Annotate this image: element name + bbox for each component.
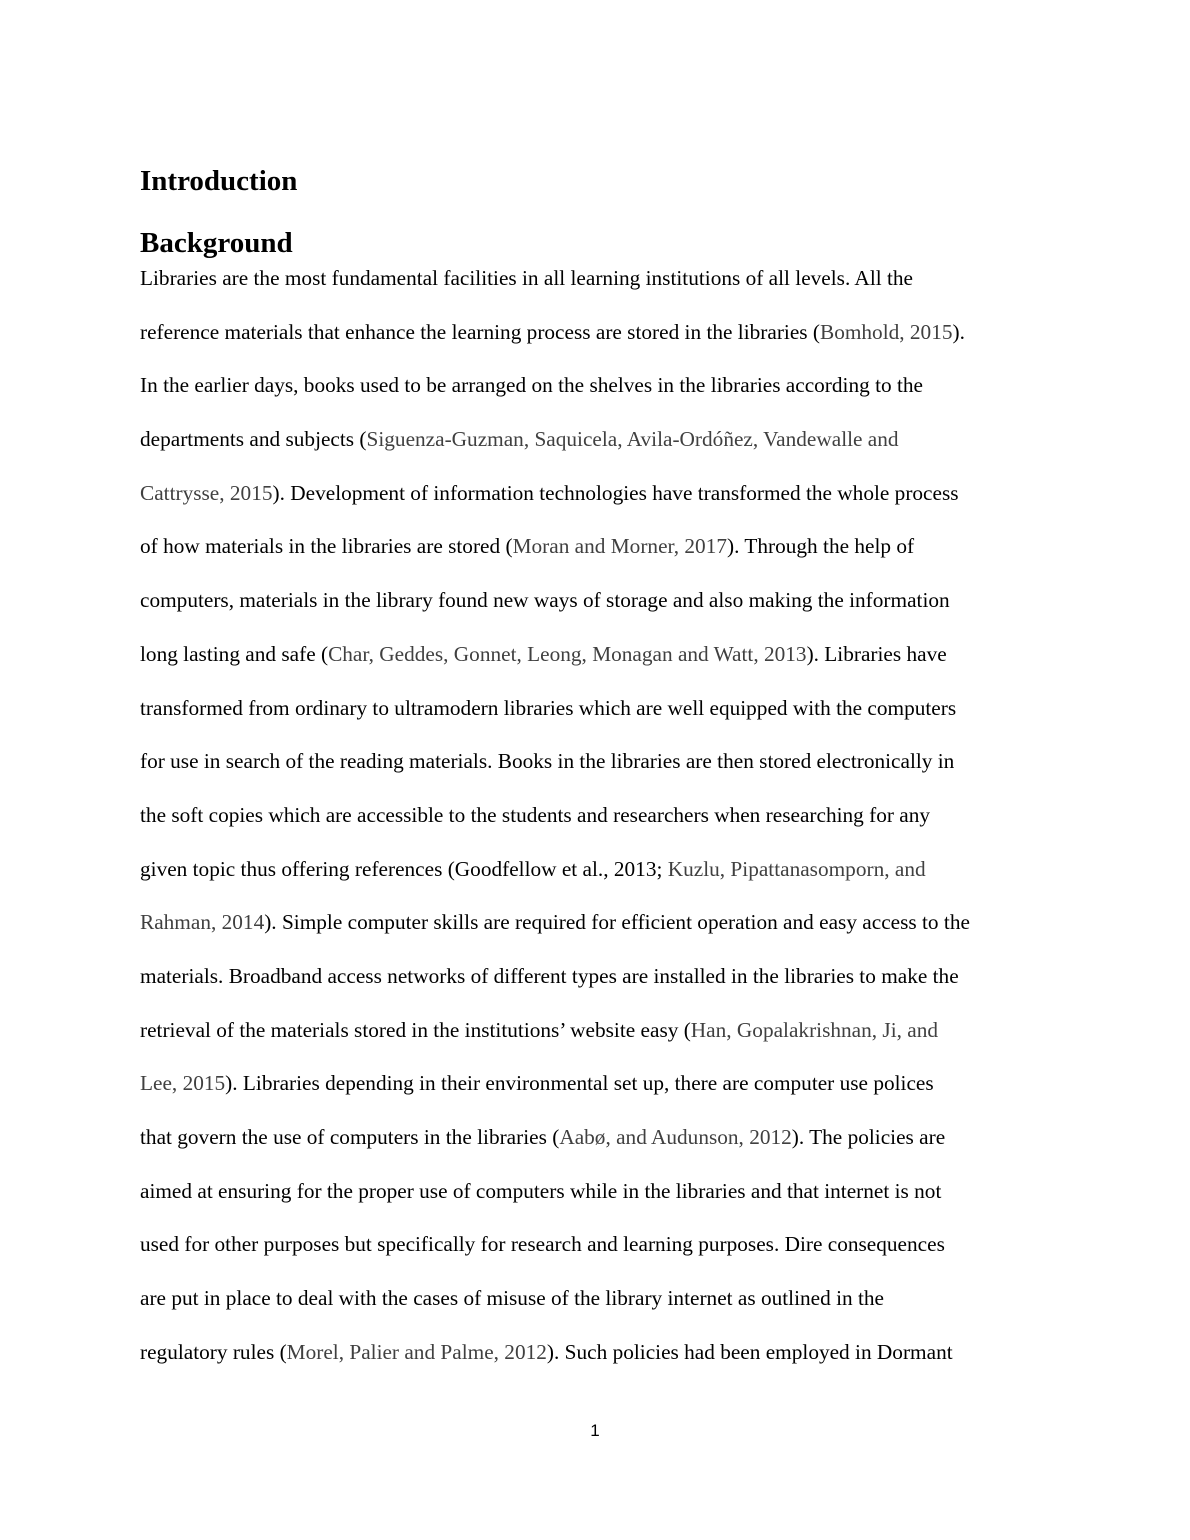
text-segment: ). Simple computer skills are required for efficient operation and easy access to the	[264, 910, 970, 935]
paragraph-line	[140, 1068, 1060, 1122]
citation: Kuzlu, Pipattanasomporn, and	[667, 856, 926, 881]
paragraph-line	[140, 1283, 1060, 1337]
body-paragraph	[140, 263, 1060, 1390]
text-segment: the soft copies which are accessible to the students and researchers when researching for any	[140, 802, 931, 827]
paragraph-line	[140, 854, 1060, 908]
text-segment: ).	[952, 319, 965, 344]
text-segment: ). Libraries depending in their environmental set up, there are computer use polices	[225, 1071, 934, 1096]
paragraph-line	[140, 317, 1060, 371]
text-segment: ). Such policies had been employed in Dormant	[546, 1339, 953, 1364]
text-segment: long lasting and safe (	[140, 641, 329, 666]
page-number: 1	[590, 1421, 600, 1440]
text-segment: of how materials in the libraries are stored (	[140, 534, 513, 559]
paragraph-line	[140, 1176, 1060, 1230]
citation: Lee, 2015	[140, 1071, 226, 1096]
paragraph-line	[140, 746, 1060, 800]
citation: Bomhold, 2015	[819, 319, 953, 344]
paragraph-line	[140, 693, 1060, 747]
text-segment: transformed from ordinary to ultramodern libraries which are well equipped with the computers	[140, 695, 957, 720]
text-segment: ). Through the help of	[727, 534, 915, 559]
paragraph-line	[140, 531, 1060, 585]
paragraph-line	[140, 800, 1060, 854]
paragraph-line	[140, 961, 1060, 1015]
text-segment: for use in search of the reading materials. Books in the libraries are then stored electronically in	[140, 749, 955, 774]
text-segment: are put in place to deal with the cases of misuse of the library internet as outlined in the	[140, 1286, 884, 1311]
text-segment: ). Libraries have	[806, 641, 947, 666]
section-heading: Background	[140, 227, 293, 259]
paragraph-line	[140, 1229, 1060, 1283]
text-segment: computers, materials in the library found new ways of storage and also making the information	[140, 588, 950, 613]
text-segment: materials. Broadband access networks of different types are installed in the libraries to make the	[140, 963, 959, 988]
paragraph-line	[140, 1337, 1060, 1391]
text-segment: departments and subjects (	[140, 427, 367, 452]
text-segment: regulatory rules (	[140, 1339, 287, 1364]
text-segment: given topic thus offering references (Goodfellow et al., 2013;	[140, 856, 668, 881]
paragraph-line	[140, 639, 1060, 693]
paragraph-line	[140, 907, 1060, 961]
citation: Char, Geddes, Gonnet, Leong, Monagan and Watt, 2013	[328, 641, 807, 666]
paragraph-line	[140, 263, 1060, 317]
paragraph-line	[140, 478, 1060, 532]
citation: Moran and Morner, 2017	[512, 534, 727, 559]
paragraph-line	[140, 585, 1060, 639]
citation: Rahman, 2014	[140, 910, 265, 935]
citation: Aabø, and Audunson, 2012	[559, 1125, 792, 1149]
text-segment: that govern the use of computers in the libraries (	[140, 1125, 560, 1149]
citation: Siguenza-Guzman, Saquicela, Avila-Ordóñez, Vandewalle and	[366, 427, 899, 452]
text-segment: retrieval of the materials stored in the institutions’ website easy (	[140, 1017, 691, 1042]
text-segment: ). Development of information technologies have transformed the whole process	[272, 480, 959, 505]
text-segment: reference materials that enhance the learning process are stored in the libraries (	[140, 319, 820, 344]
citation: Morel, Palier and Palme, 2012	[286, 1339, 547, 1364]
text-segment: Libraries are the most fundamental facilities in all learning institutions of all levels. All the	[140, 266, 913, 290]
paragraph-line	[140, 424, 1060, 478]
citation: Han, Gopalakrishnan, Ji, and	[690, 1017, 939, 1042]
citation: Cattrysse, 2015	[140, 480, 273, 505]
paragraph-line	[140, 1015, 1060, 1069]
text-segment: In the earlier days, books used to be arranged on the shelves in the libraries according to the	[140, 373, 923, 398]
paragraph-line	[140, 1122, 1060, 1176]
text-segment: ). The policies are	[791, 1125, 946, 1149]
paragraph-line	[140, 370, 1060, 424]
text-segment: aimed at ensuring for the proper use of computers while in the libraries and that internet is not	[140, 1178, 942, 1203]
text-segment: used for other purposes but specifically for research and learning purposes. Dire consequences	[140, 1232, 945, 1257]
page-title: Introduction	[140, 165, 298, 197]
